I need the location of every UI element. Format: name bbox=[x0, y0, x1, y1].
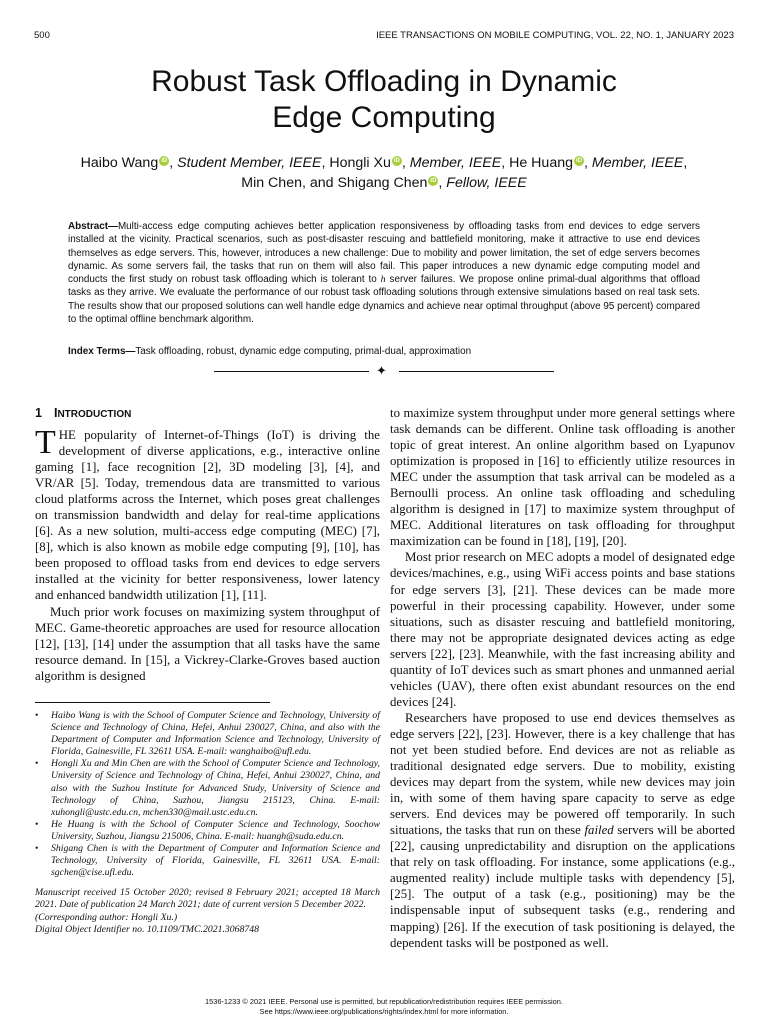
section-heading bbox=[35, 406, 131, 420]
section-title-initial: I bbox=[53, 406, 58, 420]
footnote-rule bbox=[35, 702, 270, 703]
paragraph-text: Researchers have proposed to use end devices themselves as edge servers [22], [23]. However, there is a key challenge that has not yet been studied before. End devices are not as reliable as traditional designated edge servers. Due to mobility, existing devices may depart from the system, while new devices may join in, with some of them having spare capacity to serve as edge servers. End devices may be powered off temporarily. In such situations, the tasks that run on these bbox=[390, 710, 735, 838]
index-terms bbox=[68, 345, 700, 358]
body-column-right bbox=[390, 405, 735, 951]
paragraph: Much prior work focuses on maximizing system throughput of MEC. Game-theoretic approaches are used for resource allocation [12], [13], [14] under the assumption that all tasks have the same resource demand. In [15], a Vickrey-Clarke-Groves based auction algorithm is designed bbox=[35, 604, 380, 683]
orcid-icon[interactable]: iD bbox=[576, 158, 582, 164]
abstract-text-cont: server failures. We propose online primal-dual algorithms that offload tasks as they arrive. We evaluate the performance of our robust task offloading solutions through extensive simulations based on real task sets. The results show that our proposed solutions can well handle edge dynamics and achieve near optimal throughput (above 95 percent) compared to the optimal offline benchmark algorithm. bbox=[68, 274, 701, 326]
paragraph bbox=[35, 424, 380, 604]
author-membership: Student Member, IEEE bbox=[177, 155, 322, 171]
author-name: Min Chen, and Shigang Chen bbox=[241, 175, 428, 191]
paragraph-text-cont: servers will be aborted [22], causing unpredictability and disruption on the applications that rely on task offloading. For instance, some applications (e.g., augmented reality) include multiple tasks with dependency [5], [25]. The output of a task (e.g., positioning) may be the indispensable input of subsequent tasks (e.g., rendering and mapping) [26]. If the execution of task positioning is delayed, the dependent tasks will be postponed as well. bbox=[390, 823, 735, 950]
divider-rule-right bbox=[399, 371, 554, 372]
footnote-item bbox=[35, 843, 380, 879]
author-membership: Member, IEEE bbox=[409, 155, 502, 171]
doi[interactable]: Digital Object Identifier no. 10.1109/TMC.2021.3068748 bbox=[35, 923, 260, 935]
section-title-rest: NTRODUCTION bbox=[57, 409, 132, 420]
orcid-icon[interactable]: iD bbox=[430, 178, 437, 184]
orcid-icon[interactable]: iD bbox=[161, 158, 168, 164]
footnotes bbox=[35, 710, 380, 936]
footnote-text: Shigang Chen is with the Department of Computer and Information Science and Technology, University of Florida, Gainesville, FL 32611 USA. E-mail: sgchen@cise.ufl.edu. bbox=[51, 843, 380, 879]
paragraph: Most prior research on MEC adopts a model of designated edge devices/machines, e.g., using WiFi access points and base stations for edge servers [3], [21]. These devices can be made more powerful in their processing capability. However, under some situations, such as disaster rescuing and battlefield monitoring, there may not be appropriate designated devices acting as edge servers [22], [23]. Meanwhile, with the fast increasing ability and quantity of IoT devices such as smart phones and unmanned aerial vehicles (UAV), there often exist abundant resources on the end devices [24]. bbox=[390, 550, 735, 709]
bullet: • bbox=[35, 758, 39, 770]
divider-rule-left bbox=[214, 371, 369, 372]
footnote-text: He Huang is with the School of Computer Science and Technology, Soochow University, Suzhou, Jiangsu 215006, China. E-mail: huangh@suda.edu.cn. bbox=[51, 818, 380, 842]
section-number: 1 bbox=[35, 406, 42, 420]
orcid-icon[interactable]: iD bbox=[393, 158, 400, 164]
page-number: 500 bbox=[34, 30, 50, 41]
index-terms-text: Task offloading, robust, dynamic edge computing, primal-dual, approximation bbox=[135, 346, 472, 357]
copyright-notice bbox=[0, 997, 768, 1016]
author-membership: Fellow, IEEE bbox=[446, 175, 527, 191]
body-column-left bbox=[35, 424, 380, 684]
index-terms-label: Index Terms— bbox=[68, 346, 136, 357]
author-list: Haibo Wang iD , Student Member, IEEE, Hongli Xu iD , Member, IEEE, He Huang iD , Member, IEEE, Min Chen, and Shigang Chen iD , Fellow, IEEE bbox=[80, 155, 688, 191]
paragraph-text: popularity of Internet-of-Things (IoT) is driving the development of diverse applications, e.g., interactive online gaming [1], face recognition [2], 3D modeling [3], [4], and VR/AR [5]. Today, tremendous data are transmitted to various cloud platforms across the Internet, which poses great challenges on transmission bandwidth and delay for real-time applications [6]. As a new solution, multi-access edge computing (MEC) [7], [8], which is also known as mobile edge computing [9], [10], has been proposed to offload tasks from end devices to edge servers installed at the vicinity for better responsiveness, lower latency and enhanced bandwidth utilization [1], [11]. bbox=[35, 428, 380, 603]
abstract bbox=[68, 220, 700, 326]
lead-in: HE bbox=[58, 428, 76, 442]
bullet: • bbox=[35, 710, 39, 721]
footnote-item bbox=[35, 819, 380, 843]
bullet: • bbox=[35, 818, 39, 830]
author-membership: Member, IEEE bbox=[591, 155, 684, 171]
bullet: • bbox=[35, 843, 39, 855]
section-divider bbox=[214, 365, 554, 379]
footnote-text: Haibo Wang is with the School of Computer Science and Technology, University of Science and Technology of China, Hefei, Anhui 230027, China, and also with the Department of Computer and Information Science and Technology, University of Florida, Gainesville, FL 32611 USA. E-mail: wanghaibo@ufl.edu. bbox=[51, 710, 380, 758]
divider-star-icon: ✦ bbox=[376, 363, 387, 378]
corresponding-author: (Corresponding author: Hongli Xu.) bbox=[35, 911, 178, 923]
author-name: Hongli Xu bbox=[329, 155, 391, 171]
title-line-2: Edge Computing bbox=[272, 101, 496, 134]
manuscript-dates: Manuscript received 15 October 2020; revised 8 February 2021; accepted 18 March 2021. Date of publication 24 March 2021; date of current version 5 December 2022. bbox=[35, 887, 380, 911]
paper-title bbox=[0, 64, 768, 136]
author-name: He Huang bbox=[509, 155, 573, 171]
title-line-1: Robust Task Offloading in Dynamic bbox=[151, 65, 617, 98]
paragraph bbox=[390, 710, 735, 951]
journal-header: IEEE TRANSACTIONS ON MOBILE COMPUTING, VOL. 22, NO. 1, JANUARY 2023 bbox=[376, 30, 734, 41]
abstract-text: Multi-access edge computing achieves better application responsiveness by offloading tasks from end devices to edge servers installed at the vicinity. Practical scenarios, such as post-disaster rescuing and battlefield monitoring, make it attractive to use end devices themselves as edge servers. This, however, introduces a new challenge: Due to mobility and power limitation, the set of edge servers becomes dynamic. As some servers fail, the tasks that run on them will also fail. This paper introduces a new dynamic edge computing model and conducts the first study on robust task offloading which is tolerant to bbox=[68, 221, 700, 286]
footnote-item bbox=[35, 758, 380, 818]
author-name: Haibo Wang bbox=[80, 155, 159, 171]
abstract-label: Abstract— bbox=[68, 221, 118, 232]
rights-link[interactable]: See https://www.ieee.org/publications/rights/index.html for more information. bbox=[259, 1006, 509, 1016]
footnote-text: Hongli Xu and Min Chen are with the School of Computer Science and Technology, University of Science and Technology of China, Hefei, Anhui 230027, China, and also with the Suzhou Institute for Advanced Study, University of Science and Technology of China, Suzhou, Jiangsu 215123, China. E-mail: xuhongli@ustc.edu.cn, mchen330@mail.ustc.edu.cn. bbox=[51, 758, 380, 818]
emphasis: failed bbox=[584, 823, 614, 838]
footnote-item bbox=[35, 710, 380, 758]
paragraph: to maximize system throughput under more general settings where task demands can be different. Online task offloading is another topic of great interest. An online algorithm based on Lyapunov optimization is proposed in [16] to efficiently utilize resources in MEC under the assumption that task arrival can be modeled as a Bernoulli process. An online task offloading and scheduling algorithm is designed in [17] to maximize system throughput of MEC. Additional literatures on task offloading for throughput maximization can be found in [18], [19], [20]. bbox=[390, 406, 735, 549]
copyright-line: 1536-1233 © 2021 IEEE. Personal use is permitted, but republication/redistribution requires IEEE permission. bbox=[205, 997, 563, 1006]
math-variable: h bbox=[380, 274, 386, 286]
drop-cap: T bbox=[35, 424, 56, 461]
